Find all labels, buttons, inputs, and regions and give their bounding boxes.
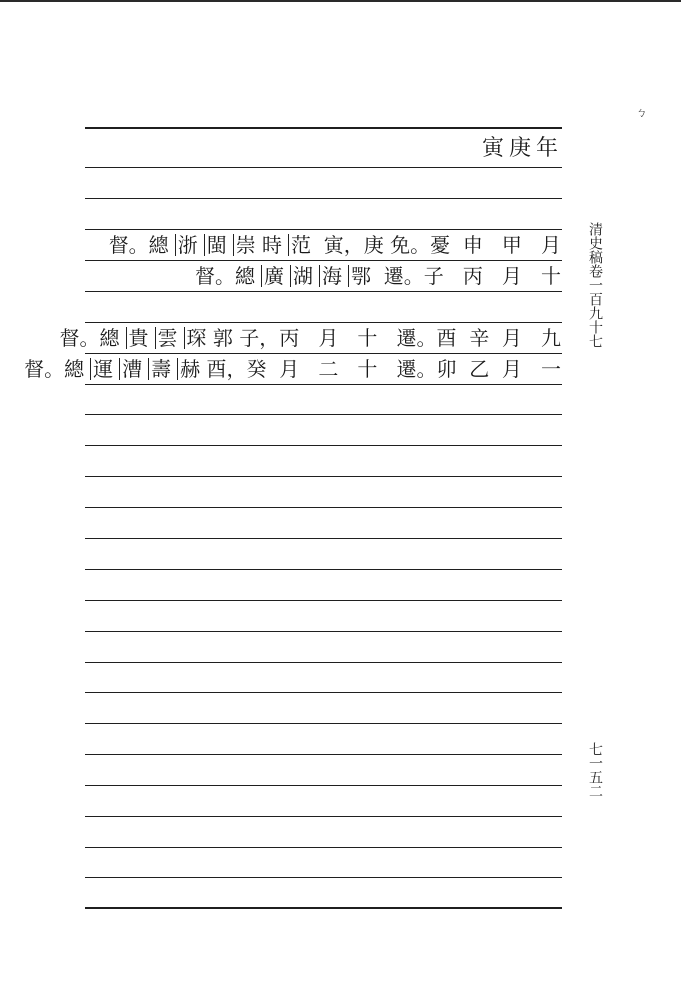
corner-mark: ㄅ — [636, 106, 647, 119]
rule — [85, 569, 562, 570]
table-row — [195, 261, 561, 291]
rule-bottom — [85, 907, 562, 909]
row-cell: 范 — [291, 233, 312, 257]
rule — [85, 538, 562, 539]
row-cell: 赫 — [180, 357, 201, 381]
row-cell: 崇 — [235, 233, 256, 257]
column-rule — [155, 327, 156, 349]
row-cell: 二 — [318, 357, 339, 381]
row-cell: 申 — [462, 233, 483, 257]
row-cell: 浙 — [177, 233, 198, 257]
row-cell: 辛 — [469, 326, 490, 350]
table-row — [109, 230, 561, 260]
row-cell: 遷。酉 — [396, 326, 457, 350]
row-cell: 月 — [501, 357, 522, 381]
rule — [85, 167, 562, 168]
row-cell: 漕 — [122, 357, 143, 381]
row-cell: 琛 — [186, 326, 207, 350]
row-cell: 壽 — [151, 357, 172, 381]
table-row — [24, 354, 561, 384]
column-rule — [90, 358, 91, 380]
header-title: 寅庚年 — [481, 136, 563, 161]
row-cell: 月 — [279, 357, 300, 381]
rule — [85, 723, 562, 724]
row-cell: 雲 — [157, 326, 178, 350]
rule — [85, 507, 562, 508]
rule — [85, 600, 562, 601]
row-cell: 海 — [322, 264, 343, 288]
column-rule — [204, 234, 205, 256]
row-cell: 十 — [357, 357, 378, 381]
rule — [85, 877, 562, 878]
row-cell: 督。總 — [24, 357, 85, 381]
row-cell: 十 — [541, 264, 561, 288]
row-cell: 甲 — [501, 233, 522, 257]
row-cell: 時 — [262, 233, 283, 257]
row-cell: 督。總 — [195, 264, 256, 288]
rule — [85, 662, 562, 663]
side-title: 清史稿卷一百九十七 — [587, 222, 603, 348]
column-rule — [233, 234, 234, 256]
row-cell: 鄂 — [351, 264, 372, 288]
column-rule — [184, 327, 185, 349]
rule-top — [85, 127, 562, 129]
row-cell: 九 — [541, 326, 561, 350]
rule — [85, 631, 562, 632]
row-cell: 督。總 — [108, 233, 169, 257]
column-rule — [348, 265, 349, 287]
rule — [85, 414, 562, 415]
rule — [85, 291, 562, 292]
row-cell: 廣 — [264, 264, 285, 288]
rule — [85, 754, 562, 755]
row-cell: 子，丙 — [239, 326, 300, 350]
rule — [85, 445, 562, 446]
row-cell: 湖 — [293, 264, 314, 288]
row-cell: 督。總 — [59, 326, 120, 350]
rule — [85, 476, 562, 477]
column-rule — [148, 358, 149, 380]
column-rule — [261, 265, 262, 287]
row-cell: 月 — [541, 233, 561, 257]
rule — [85, 785, 562, 786]
row-cell: 郭 — [212, 326, 233, 350]
rule — [85, 692, 562, 693]
rule — [85, 384, 562, 385]
row-cell: 酉，癸 — [206, 357, 267, 381]
rule — [85, 847, 562, 848]
row-cell: 貴 — [128, 326, 149, 350]
page-top-edge — [0, 0, 681, 2]
row-cell: 免。憂 — [390, 233, 451, 257]
row-cell: 運 — [93, 357, 114, 381]
column-rule — [126, 327, 127, 349]
row-cell: 丙 — [462, 264, 483, 288]
rule — [85, 816, 562, 817]
column-rule — [175, 234, 176, 256]
row-cell: 遷。卯 — [396, 357, 457, 381]
row-cell: 乙 — [469, 357, 490, 381]
row-cell: 寅，庚 — [323, 233, 384, 257]
column-rule — [290, 265, 291, 287]
row-cell: 月 — [318, 326, 339, 350]
column-rule — [319, 265, 320, 287]
row-cell: 十 — [357, 326, 378, 350]
row-cell: 一 — [541, 357, 561, 381]
column-rule — [119, 358, 120, 380]
row-cell: 閩 — [206, 233, 227, 257]
row-cell: 月 — [501, 326, 522, 350]
row-cell: 月 — [501, 264, 522, 288]
table-row — [60, 323, 561, 353]
column-rule — [288, 234, 289, 256]
row-cell: 遷。子 — [383, 264, 444, 288]
column-rule — [177, 358, 178, 380]
page-number: 七一五二 — [587, 742, 603, 798]
rule — [85, 198, 562, 199]
